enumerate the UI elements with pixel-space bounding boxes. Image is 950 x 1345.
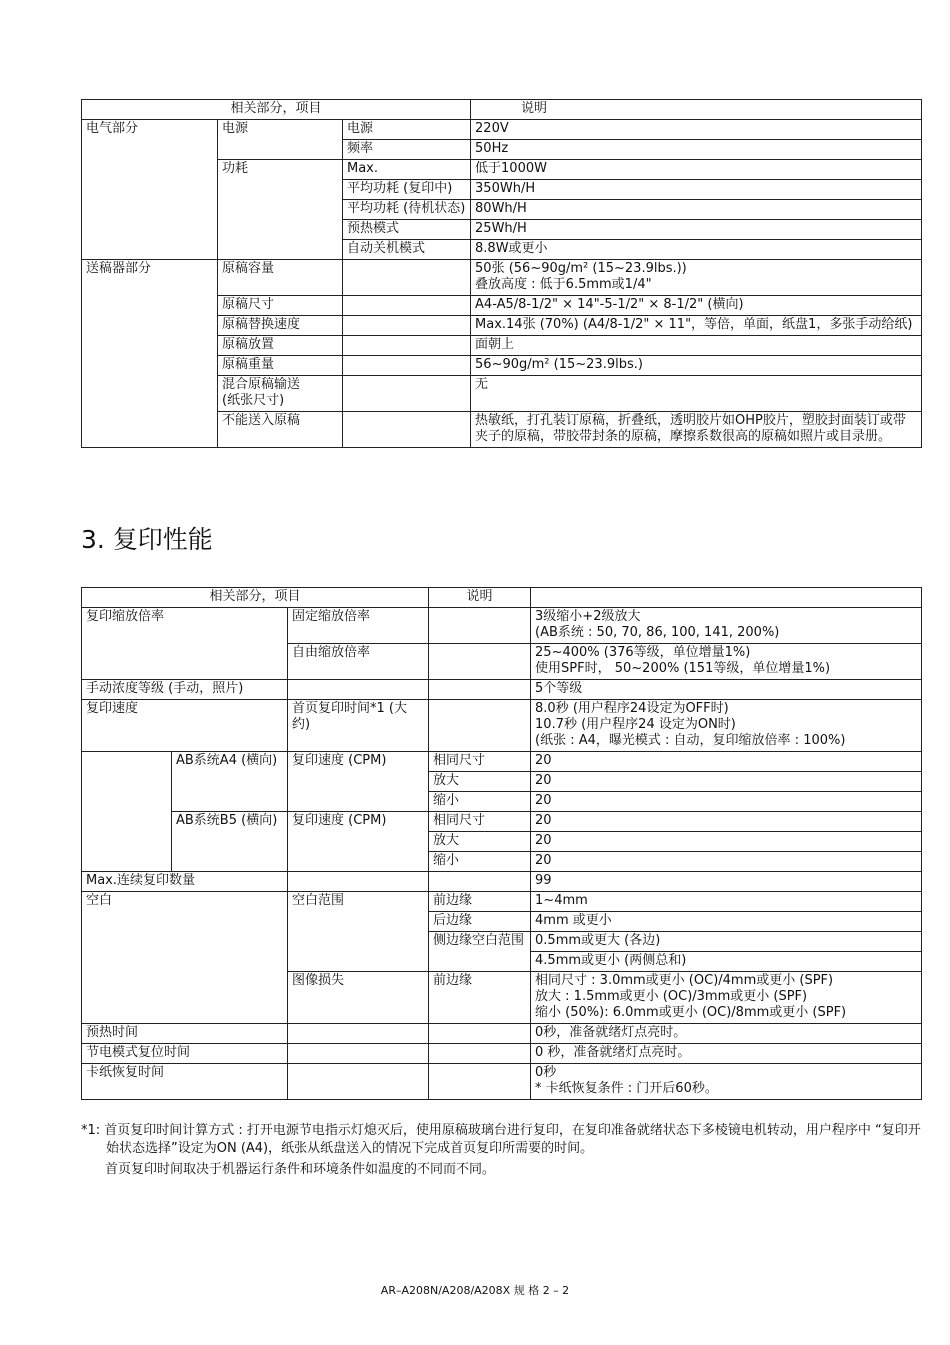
- row-label: 首页复印时间*1 (大约): [288, 700, 429, 752]
- row-label: 原稿放置: [218, 336, 343, 356]
- header-item: 相关部分，项目: [82, 100, 471, 120]
- row-value: 3级缩小+2级放大 (AB系统 : 50, 70, 86, 100, 141, 200%): [531, 608, 922, 644]
- header-item: 相关部分，项目: [82, 588, 429, 608]
- row-value: 20: [531, 792, 922, 812]
- section-title: 3. 复印性能: [81, 525, 213, 554]
- row-value: 0秒，准备就绪灯点亮时。: [531, 1024, 922, 1044]
- row-value: 0秒 * 卡纸恢复条件 : 门开后60秒。: [531, 1064, 922, 1100]
- row-value: 25Wh/H: [471, 220, 922, 240]
- row-value: 相同尺寸 : 3.0mm或更小 (OC)/4mm或更小 (SPF) 放大 : 1.5mm或更小 (OC)/3mm或更小 (SPF) 缩小 (50%): 6.0mm或更小 (OC)/8mm或更小 (SPF): [531, 972, 922, 1024]
- row-label: 不能送入原稿: [218, 412, 343, 448]
- row-value: 0 秒，准备就绪灯点亮时。: [531, 1044, 922, 1064]
- row-value: 5个等级: [531, 680, 922, 700]
- consumption-group: 功耗: [218, 160, 343, 260]
- row-label: 前边缘: [429, 892, 531, 912]
- section-feeder: 送稿器部分: [82, 260, 218, 448]
- row-value: 50Hz: [471, 140, 922, 160]
- row-value: 350Wh/H: [471, 180, 922, 200]
- row-value: 无: [471, 376, 922, 412]
- margin-range-label: 空白范围: [288, 892, 429, 972]
- row-label: 自动关机模式: [343, 240, 471, 260]
- row-label: 预热模式: [343, 220, 471, 240]
- row-value: Max.14张 (70%) (A4/8-1/2" × 11"，等倍，单面，纸盘1，多张手动给纸): [471, 316, 922, 336]
- cpm-label: 复印速度 (CPM): [288, 752, 429, 812]
- speed-label: 复印速度: [82, 700, 288, 752]
- row-value: 8.8W或更小: [471, 240, 922, 260]
- electrical-feeder-spec-table: [81, 99, 922, 448]
- row-value: 56~90g/m² (15~23.9lbs.): [471, 356, 922, 376]
- row-label: 原稿尺寸: [218, 296, 343, 316]
- image-loss-label: 图像损失: [288, 972, 429, 1024]
- row-label: Max.: [343, 160, 471, 180]
- row-label: 原稿替换速度: [218, 316, 343, 336]
- a4-label: AB系统A4 (横向): [172, 752, 288, 812]
- page-footer: AR–A208N/A208/A208X 规 格 2 – 2: [380, 1284, 570, 1297]
- row-label: 后边缘: [429, 912, 531, 932]
- power-group: 电源: [218, 120, 343, 160]
- row-value: 20: [531, 852, 922, 872]
- row-label: 相同尺寸: [429, 812, 531, 832]
- row-label: 平均功耗 (待机状态): [343, 200, 471, 220]
- row-label: 固定缩放倍率: [288, 608, 429, 644]
- footnote-1: [81, 1122, 926, 1158]
- row-value: 1~4mm: [531, 892, 922, 912]
- margin-label: 空白: [82, 892, 288, 1024]
- row-label: 相同尺寸: [429, 752, 531, 772]
- row-value: 8.0秒 (用户程序24设定为OFF时) 10.7秒 (用户程序24 设定为ON时) (纸张 : A4，曝光模式 : 自动，复印缩放倍率 : 100%): [531, 700, 922, 752]
- section-electrical: 电气部分: [82, 120, 218, 260]
- energy-reset-label: 节电模式复位时间: [82, 1044, 288, 1064]
- footnote-2: 首页复印时间取决于机器运行条件和环境条件如温度的不同而不同。: [105, 1162, 496, 1177]
- copy-performance-table: [81, 587, 922, 1100]
- row-label: 侧边缘空白范围: [429, 932, 531, 972]
- row-label: 自由缩放倍率: [288, 644, 429, 680]
- row-value: 热敏纸，打孔装订原稿，折叠纸，透明胶片如OHP胶片，塑胶封面装订或带夹子的原稿，带胶带封条的原稿，摩擦系数很高的原稿如照片或目录册。: [471, 412, 922, 448]
- row-label: 原稿重量: [218, 356, 343, 376]
- density-label: 手动浓度等级 (手动，照片): [82, 680, 288, 700]
- row-value: 20: [531, 832, 922, 852]
- warmup-label: 预热时间: [82, 1024, 288, 1044]
- row-label: 缩小: [429, 852, 531, 872]
- row-label: 混合原稿输送 (纸张尺寸): [218, 376, 343, 412]
- b5-label: AB系统B5 (横向): [172, 812, 288, 872]
- row-label: 平均功耗 (复印中): [343, 180, 471, 200]
- row-value: 20: [531, 812, 922, 832]
- row-value: 低于1000W: [471, 160, 922, 180]
- row-label: 电源: [343, 120, 471, 140]
- row-label: 放大: [429, 832, 531, 852]
- row-value: 4.5mm或更小 (两侧总和): [531, 952, 922, 972]
- row-value: 20: [531, 772, 922, 792]
- header-desc: 说明: [429, 588, 531, 608]
- cpm-label: 复印速度 (CPM): [288, 812, 429, 872]
- row-value: 20: [531, 752, 922, 772]
- row-label: 前边缘: [429, 972, 531, 1024]
- row-label: 频率: [343, 140, 471, 160]
- row-value: 80Wh/H: [471, 200, 922, 220]
- row-value: 面朝上: [471, 336, 922, 356]
- row-value: 4mm 或更小: [531, 912, 922, 932]
- row-value: 25~400% (376等级，单位增量1%) 使用SPF时， 50~200% (151等级，单位增量1%): [531, 644, 922, 680]
- header-desc: 说明: [471, 100, 922, 120]
- row-value: 0.5mm或更大 (各边): [531, 932, 922, 952]
- row-value: 50张 (56~90g/m² (15~23.9lbs.)) 叠放高度 : 低于6.5mm或1/4": [471, 260, 922, 296]
- footnote-1-text: *1: 首页复印时间计算方式 : 打开电源节电指示灯熄灭后，使用原稿玻璃台进行复印，在复印准备就绪状态下多棱镜电机转动，用户程序中 “复印开始状态选择”设定为ON (A4)，纸张从纸盘送入的情况下完成首页复印所需要的时间。: [81, 1123, 921, 1156]
- row-value: 220V: [471, 120, 922, 140]
- zoom-label: 复印缩放倍率: [82, 608, 288, 680]
- jam-recovery-label: 卡纸恢复时间: [82, 1064, 288, 1100]
- row-value: A4-A5/8-1/2" × 14"-5-1/2" × 8-1/2" (横向): [471, 296, 922, 316]
- row-label: 放大: [429, 772, 531, 792]
- row-label: 缩小: [429, 792, 531, 812]
- row-value: 99: [531, 872, 922, 892]
- row-label: 原稿容量: [218, 260, 343, 296]
- max-continuous-label: Max.连续复印数量: [82, 872, 288, 892]
